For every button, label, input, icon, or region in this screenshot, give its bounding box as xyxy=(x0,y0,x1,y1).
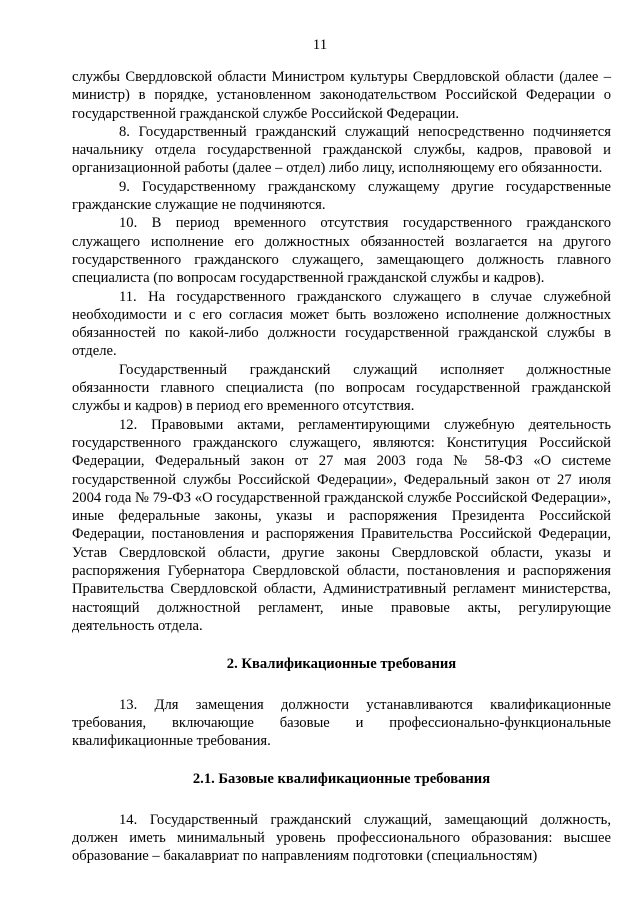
paragraph-14: 14. Государственный гражданский служащий, замещающий должность, должен иметь минимальный уровень профессионального образования: высшее образование – бакалавриат по направлениям подготовки (специальностям) xyxy=(72,811,611,865)
paragraph-13: 13. Для замещения должности устанавливаются квалификационные требования, включающие базовые и профессионально-функциональные квалификационные требования. xyxy=(72,696,611,750)
paragraph-11: 11. На государственного гражданского служащего в случае служебной необходимости и с его согласия может быть возложено исполнение должностных обязанностей по какой-либо должности государственной гражданской службы в отделе. xyxy=(72,288,611,360)
paragraph-intro: службы Свердловской области Министром культуры Свердловской области (далее – министр) в порядке, установленном законодательством Российской Федерации о государственной гражданской службе Российской Федерации. xyxy=(72,69,611,122)
section-2-1-heading: 2.1. Базовые квалификационные требования xyxy=(192,771,491,788)
paragraph-9: 9. Государственному гражданскому служащему другие государственные гражданские служащие не подчиняются. xyxy=(72,178,611,214)
document-body xyxy=(72,68,611,866)
page-number: 11 xyxy=(312,37,328,53)
paragraph-12: 12. Правовыми актами, регламентирующими служебную деятельность государственного гражданского служащего, являются: Конституция Российской Федерации, Федеральный закон от 27 мая 2003 года № 58-ФЗ «О системе государственной службы Российской Федерации», Федеральный закон от 27 июля 2004 года № 79-ФЗ «О государственной гражданской службе Российской Федерации», иные федеральные законы, указы и распоряжения Президента Российской Федерации, постановления и распоряжения Правительства Российской Федерации, Устав Свердловской области, другие законы Свердловской области, указы и распоряжения Губернатора Свердловской области, постановления и распоряжения Правительства Свердловской области, Административный регламент министерства, настоящий должностной регламент, иные правовые акты, регулирующие деятельность отдела. xyxy=(72,416,611,634)
paragraph-8: 8. Государственный гражданский служащий непосредственно подчиняется начальнику отдела государственной гражданской службы, кадров, правовой и организационной работы (далее – отдел) либо лицу, исполняющему его обязанности. xyxy=(72,123,611,177)
section-2-heading: 2. Квалификационные требования xyxy=(226,656,457,673)
paragraph-10: 10. В период временного отсутствия государственного гражданского служащего исполнение его должностных обязанностей возлагается на другого государственного гражданского служащего, замещающего должность главного специалиста (по вопросам государственной гражданской службы и кадров). xyxy=(72,215,611,287)
paragraph-11-continued: Государственный гражданский служащий исполняет должностные обязанности главного специалиста (по вопросам государственной гражданской службы и кадров) в период его временного отсутствия. xyxy=(72,361,611,415)
